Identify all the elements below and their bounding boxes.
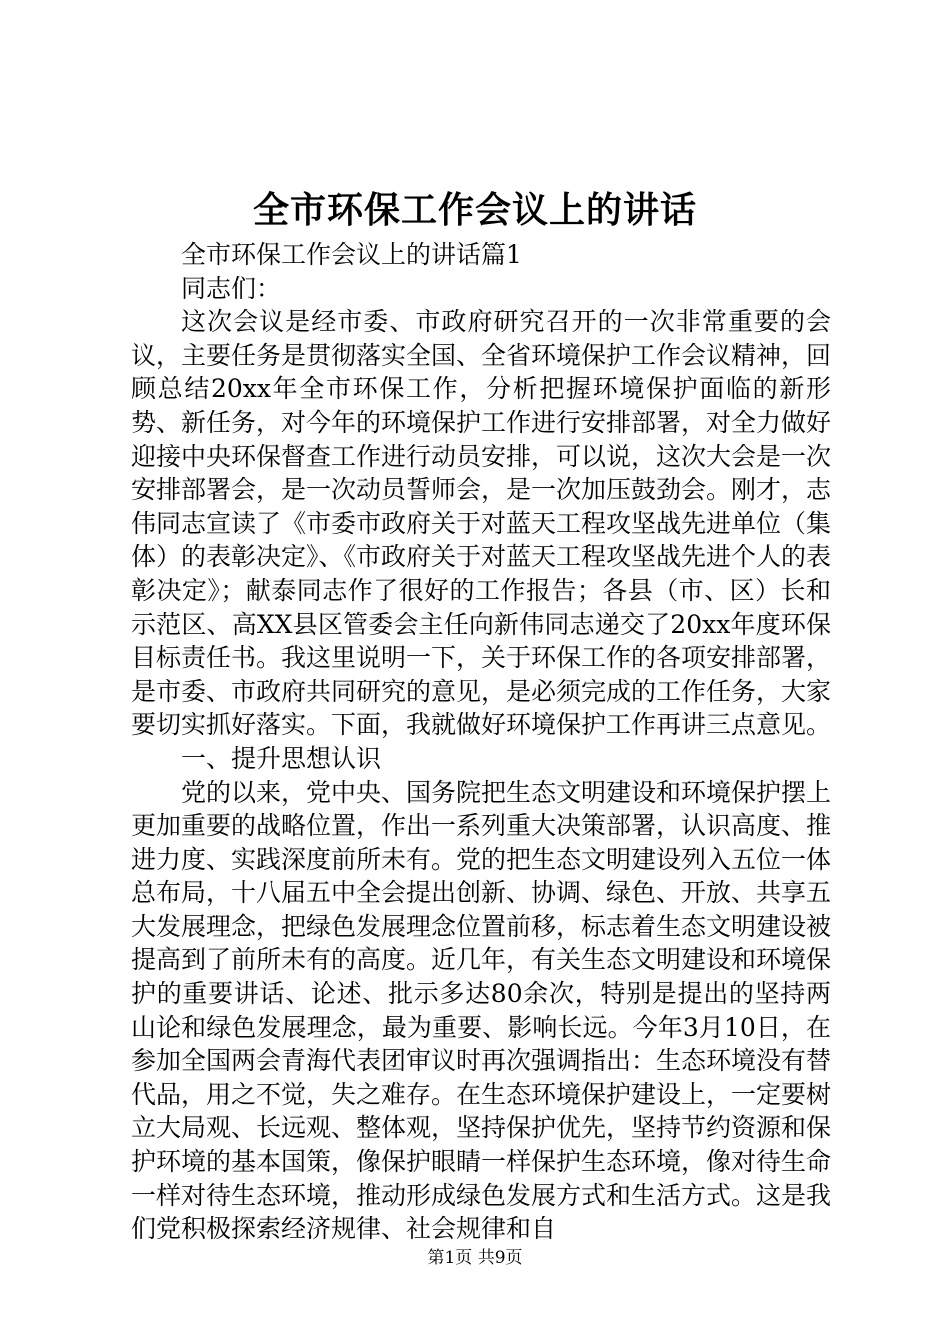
section-heading: 一、提升思想认识 [181,743,382,773]
body-paragraph: 党的以来，党中央、国务院把生态文明建设和环境保护摆上更加重要的战略位置，作出一系列重大决策部署，认识高度、推进力度、实践深度前所未有。党的把生态文明建设列入五位一体总布局，十八届五中全会提出创新、协调、绿色、开放、共享五大发展理念，把绿色发展理念位置前移，标志着生态文明建设被提高到了前所未有的高度。近几年，有关生态文明建设和环境保护的重要讲话、论述、批示多达80余次，特别是提出的坚持两山论和绿色发展理念，最为重要、影响长远。今年3月10日，在参加全国两会青海代表团审议时再次强调指出：生态环境没有替代品，用之不觉，失之难存。在生态环境保护建设上，一定要树立大局观、长远观、整体观，坚持保护优先，坚持节约资源和保护环境的基本国策，像保护眼睛一样保护生态环境，像对待生命一样对待生态环境，推动形成绿色发展方式和生活方式。这是我们党积极探索经济规律、社会规律和自 [131,777,832,1244]
page-footer: 第1页 共9页 [427,1248,523,1268]
body-paragraph: 这次会议是经市委、市政府研究召开的一次非常重要的会议，主要任务是贯彻落实全国、全省环境保护工作会议精神，回顾总结20xx年全市环保工作，分析把握环境保护面临的新形势、新任务，对今年的环境保护工作进行安排部署，对全力做好迎接中央环保督查工作进行动员安排，可以说，这次大会是一次安排部署会，是一次动员誓师会，是一次加压鼓劲会。刚才，志伟同志宣读了《市委市政府关于对蓝天工程攻坚战先进单位（集体）的表彰决定》、《市政府关于对蓝天工程攻坚战先进个人的表彰决定》；献泰同志作了很好的工作报告；各县（市、区）长和示范区、高XX县区管委会主任向新伟同志递交了20xx年度环保目标责任书。我这里说明一下，关于环保工作的各项安排部署，是市委、市政府共同研究的意见，是必须完成的工作任务，大家要切实抓好落实。下面，我就做好环境保护工作再讲三点意见。 [131,307,832,740]
document-body [131,238,831,1246]
subtitle-paragraph: 全市环保工作会议上的讲话篇1 [181,240,522,269]
salutation-paragraph: 同志们： [181,273,282,303]
document-title: 全市环保工作会议上的讲话 [252,189,697,231]
